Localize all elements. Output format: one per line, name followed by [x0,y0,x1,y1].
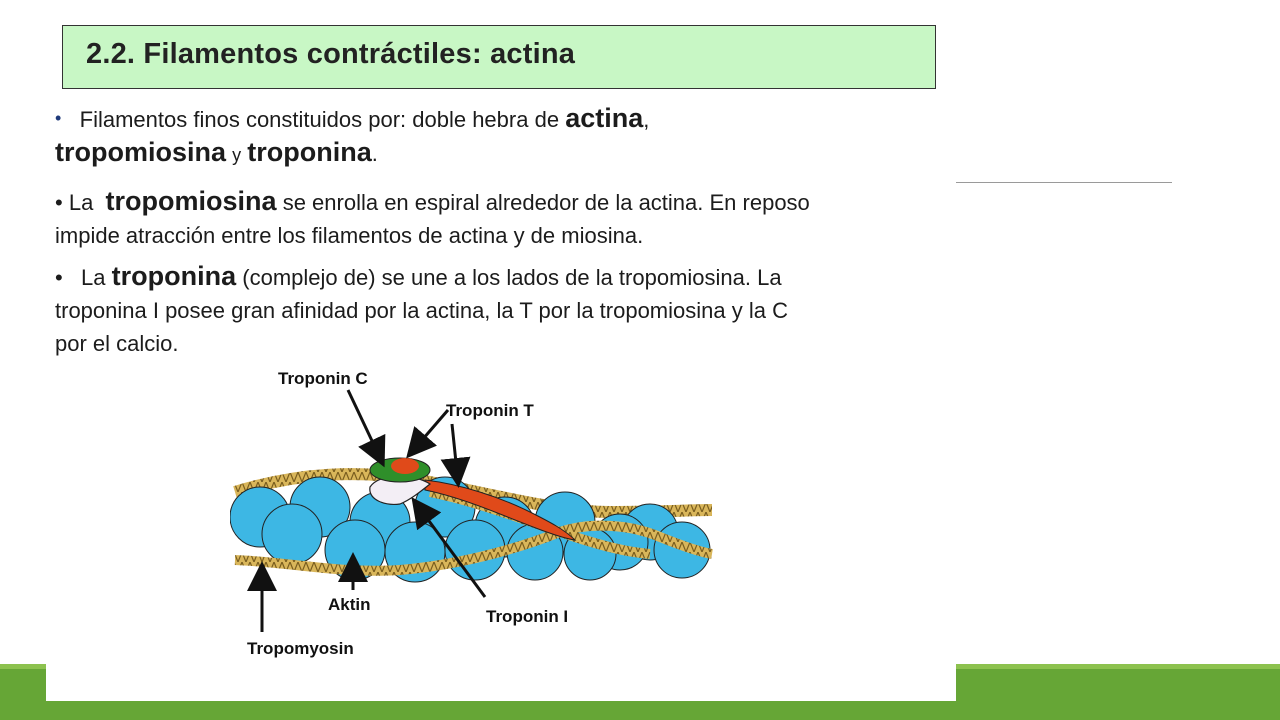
bullet-2-intro: La [68,190,94,215]
bullet-3-line3: por el calcio. [55,331,179,356]
bullet-3-intro: La [81,265,106,290]
bullet-2 [55,185,935,252]
bullet-1-conjunction: y [232,145,242,165]
bullet-marker: • [55,265,63,290]
bullet-2-line1: se enrolla en espiral alrededor de la actina. En reposo [282,190,810,215]
bullet-2-term-tropomiosina: tropomiosina [105,186,277,216]
bullet-3-line1: (complejo de) se une a los lados de la tropomiosina. La [242,265,782,290]
troponin-c-core [391,458,419,474]
actin-sphere [262,504,322,564]
label-tropomyosin: Tropomyosin [247,639,354,658]
bullet-1 [55,102,935,172]
label-troponin-t: Troponin T [446,401,534,420]
arrow-troponin-t-2 [452,424,458,482]
bullet-1-term-actina: actina [565,103,644,133]
bullet-1-intro: Filamentos finos constituidos por: doble hebra de [79,107,560,132]
bullet-1-comma: , [643,107,650,132]
bullet-marker: • [55,108,62,128]
label-troponin-i: Troponin I [486,607,569,626]
bullet-marker: • [55,190,63,215]
slide-title: 2.2. Filamentos contráctiles: actina [86,38,576,70]
bullet-3-term-troponina: troponina [111,261,237,291]
arrow-troponin-c [348,390,382,462]
bullet-1-term-troponina: troponina [247,137,372,167]
label-troponin-c: Troponin C [278,369,368,388]
bullet-1-term-tropomiosina: tropomiosina [55,137,227,167]
bullet-2-line2: impide atracción entre los filamentos de actina y de miosina. [55,223,644,248]
bullet-1-period: . [371,141,378,166]
label-aktin: Aktin [328,595,371,614]
decorative-line [956,182,1172,183]
arrow-troponin-t-1 [410,410,448,454]
bullet-3 [55,260,935,360]
thin-filament-diagram [230,362,730,662]
bullet-3-line2: troponina I posee gran afinidad por la actina, la T por la tropomiosina y la C [55,298,788,323]
